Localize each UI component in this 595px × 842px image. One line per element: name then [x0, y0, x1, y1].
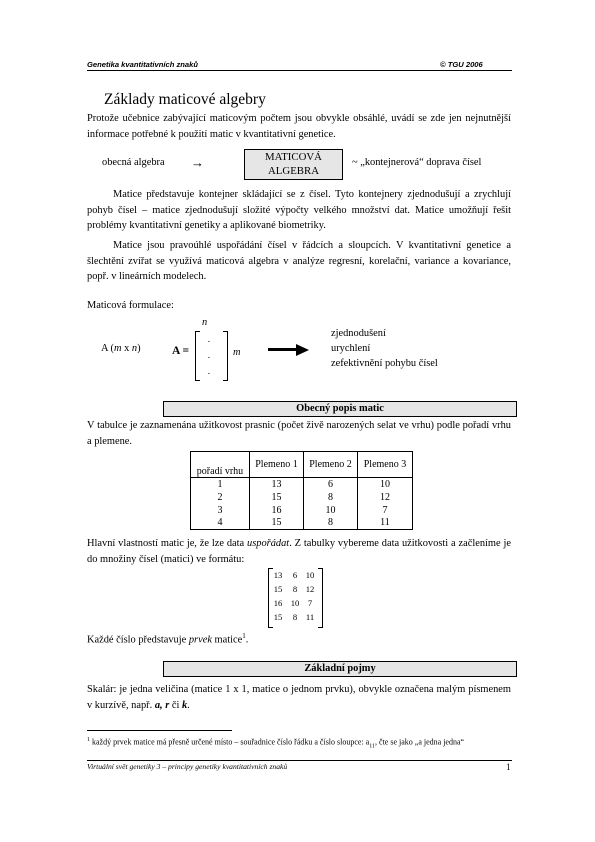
running-header-title: Genetika kvantitativních znaků — [87, 60, 198, 69]
n-var: n — [131, 343, 138, 354]
table-cell: 1 — [191, 478, 250, 491]
matrix-cell: 15 — [273, 612, 283, 622]
a-equals-label: A = — [172, 345, 190, 357]
benefit-efficiency: zefektivnění pohybu čísel — [331, 358, 438, 369]
matrix-cell: 16 — [273, 598, 283, 608]
footnote-marker: 1 — [242, 632, 246, 640]
matrix-cell: 8 — [292, 584, 298, 594]
table-cell: 15 — [250, 517, 304, 530]
m-var: m — [114, 343, 122, 354]
matrix-cell: 13 — [273, 570, 283, 580]
matrix-bracket-right — [223, 331, 228, 381]
table-header-cell: Plemeno 1 — [250, 452, 304, 478]
table-row — [191, 517, 413, 530]
element-end: . — [245, 634, 249, 646]
scalar-text-a: Skalár: je jedna veličina (matice 1 x 1, matice o jednom prvku), obvykle označena malým písmenem v kurzívě, např. — [87, 684, 511, 711]
container-transport-label: ~ „kontejnerová“ doprava čísel — [352, 157, 482, 168]
section-heading-general: Obecný popis matic — [163, 401, 517, 417]
matrix-cell: 8 — [292, 612, 298, 622]
arrange-text-b: . Z tabulky vybereme data užitkovosti a začleníme je do množiny čísel (matici) ve formátu: — [87, 538, 511, 565]
table-header-cell: pořadí vrhu — [191, 452, 250, 478]
footer-rule — [87, 760, 512, 761]
data-matrix-bracket-right — [318, 568, 323, 628]
arrange-emphasis: uspořádat — [247, 538, 290, 549]
x-sign: x — [121, 343, 132, 354]
matrix-cell: 10 — [305, 570, 315, 580]
table-header-cell: Plemeno 3 — [358, 452, 413, 478]
formulation-label: Maticová formulace: — [87, 300, 174, 311]
table-row — [191, 491, 413, 504]
matrix-cell: 6 — [292, 570, 298, 580]
intro-paragraph: Protože učebnice zabývající maticovým počtem jsou obvykle obsáhlé, uvádí se zde jen nejnutnější informace potřebné k použití matic v kvantitativní genetice. — [87, 113, 511, 140]
a-prefix: A ( — [101, 343, 114, 354]
scalar-emphasis-2: k — [181, 699, 188, 711]
formulation-arrow-head-icon — [296, 344, 309, 356]
table-cell: 16 — [250, 504, 304, 517]
table-cell: 8 — [304, 517, 358, 530]
a-m-x-n-label — [101, 343, 141, 354]
matrix-cell: 10 — [290, 598, 300, 608]
table-cell: 6 — [304, 478, 358, 491]
benefit-acceleration: urychlení — [331, 343, 371, 354]
paragraph-matrix-definition: Matice jsou pravoúhlé uspořádání čísel v řádcích a sloupcích. V kvantitativní genetice a šlechtění zvířat se využívá maticová algebra v analýze regresní, korelační, variance a kovariance, popř. v lineárních modelech. — [87, 240, 511, 282]
paragraph-scalar — [87, 682, 511, 713]
table-cell: 13 — [250, 478, 304, 491]
arrange-text-a: Hlavní vlastností matic je, že lze data — [87, 538, 248, 549]
element-text-b: matice — [211, 634, 243, 646]
matrix-dot: . — [207, 366, 211, 377]
litter-table — [190, 451, 413, 530]
matrix-algebra-line1: MATICOVÁ — [265, 151, 322, 163]
general-algebra-label: obecná algebra — [102, 157, 165, 168]
paragraph-arrange — [87, 536, 511, 567]
matrix-cell: 7 — [307, 598, 313, 608]
footnote-text-b: , čte se jako „a jedna jedna“ — [375, 737, 465, 747]
matrix-cell: 15 — [273, 584, 283, 594]
table-cell: 15 — [250, 491, 304, 504]
m-label: m — [233, 347, 241, 358]
paragraph-matrix-container: Matice představuje kontejner skládající se z čísel. Tyto kontejnery zjednodušují a zrychlují pohyb čísel – matice zjednodušují složité výpočty velkého množství dat. Matice umožňují řešit problémy kvantitativní genetiky a aplikované biometriky. — [87, 189, 511, 231]
footnote-number: 1 — [87, 737, 90, 743]
table-intro-paragraph: V tabulce je zaznamenána užitkovost prasnic (počet živě narozených selat ve vrhu) podle pořadí vrhu a plemene. — [87, 420, 511, 447]
section-heading-basics: Základní pojmy — [163, 661, 517, 677]
footnote — [87, 735, 512, 752]
matrix-cell: 11 — [305, 612, 315, 622]
scalar-emphasis: a, r — [154, 699, 170, 711]
table-cell: 2 — [191, 491, 250, 504]
table-row — [191, 478, 413, 491]
matrix-dot: . — [207, 334, 211, 345]
matrix-cell: 12 — [305, 584, 315, 594]
table-cell: 8 — [304, 491, 358, 504]
matrix-algebra-line2: ALGEBRA — [268, 165, 319, 177]
right-arrow-icon: → — [191, 155, 204, 170]
footnote-text-a: každý prvek matice má přesně určené místo – souřadnice číslo řádku a číslo sloupce: a — [90, 737, 370, 747]
paragraph-element — [87, 629, 511, 648]
element-text-a: Každé číslo představuje — [87, 634, 189, 646]
table-cell: 10 — [358, 478, 413, 491]
matrix-algebra-box — [244, 149, 343, 180]
footnote-subscript: 11 — [369, 743, 376, 750]
a-suffix: ) — [137, 343, 141, 354]
scalar-text-b: či — [169, 699, 182, 711]
header-rule — [87, 70, 512, 71]
page-title: Základy maticové algebry — [104, 91, 266, 108]
n-label: n — [202, 317, 208, 328]
table-header-row — [191, 452, 413, 478]
formulation-arrow-shaft — [268, 348, 298, 351]
table-cell: 10 — [304, 504, 358, 517]
table-cell: 4 — [191, 517, 250, 530]
matrix-dot: . — [207, 350, 211, 361]
table-cell: 3 — [191, 504, 250, 517]
table-row — [191, 504, 413, 517]
table-header-cell: Plemeno 2 — [304, 452, 358, 478]
footnote-rule — [87, 730, 232, 731]
footer-title: Virtuální svět genetiky 3 – principy genetiky kvantitativních znaků — [87, 762, 288, 771]
table-cell: 12 — [358, 491, 413, 504]
running-header-copyright: © TGU 2006 — [440, 60, 483, 69]
scalar-text-c: . — [187, 699, 190, 711]
table-cell: 7 — [358, 504, 413, 517]
table-cell: 11 — [358, 517, 413, 530]
element-emphasis: prvek — [188, 634, 212, 646]
page-number: 1 — [506, 762, 511, 772]
benefit-simplification: zjednodušení — [331, 328, 386, 339]
